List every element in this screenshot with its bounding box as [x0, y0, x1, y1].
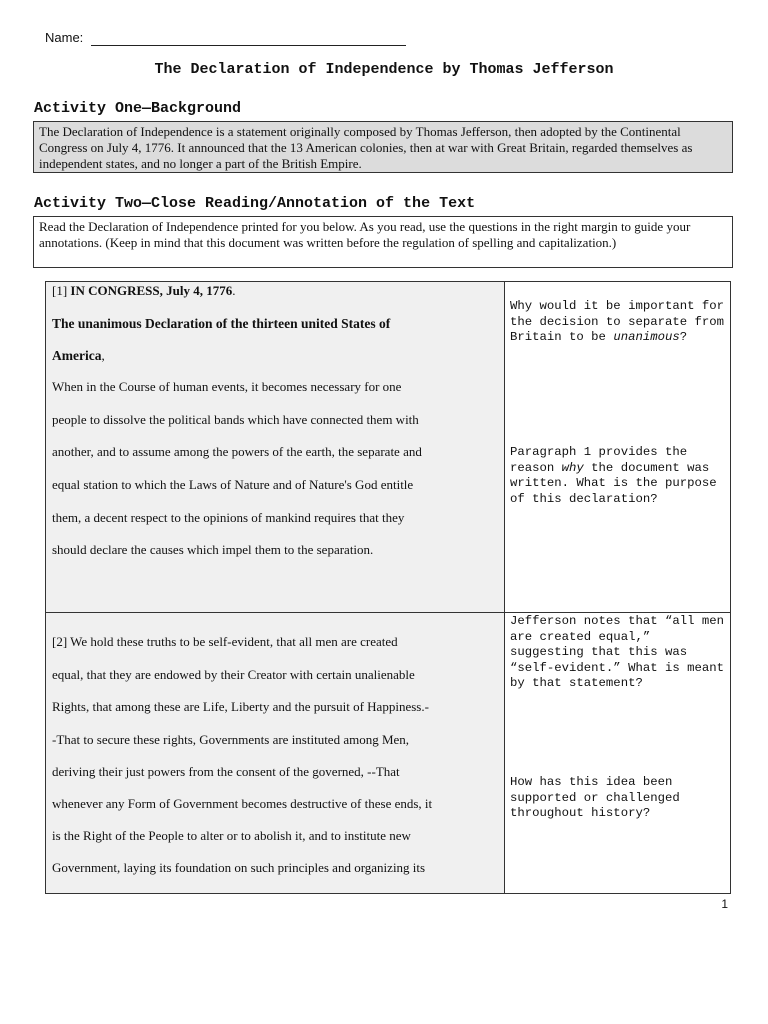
- section-1-heading-period: .: [232, 283, 236, 298]
- section-1-line-1: When in the Course of human events, it becomes necessary for one: [52, 379, 402, 394]
- section-1-question-1: [510, 299, 726, 346]
- section-2-question-2: How has this idea been supported or challenged throughout history?: [510, 775, 680, 820]
- section-1-question-1-emph: unanimous: [613, 330, 680, 344]
- question-cell-section-2: [505, 612, 730, 893]
- section-1-question-2-end: the document was written. What is the purpose of this declaration?: [510, 460, 717, 506]
- annotation-table: [45, 281, 731, 894]
- section-2-line-5: deriving their just powers from the consent of the governed, --That: [52, 764, 400, 779]
- section-2-line-6: whenever any Form of Government becomes destructive of these ends, it: [52, 796, 433, 811]
- section-1-heading-bold: IN CONGRESS, July 4, 1776: [70, 283, 233, 298]
- section-1-line-2: people to dissolve the political bands which have connected them with: [52, 412, 419, 427]
- section-2-line-4: -That to secure these rights, Governments are instituted among Men,: [52, 732, 410, 747]
- section-2-line-3: Rights, that among these are Life, Liberty and the pursuit of Happiness.-: [52, 699, 429, 714]
- section-1-subheading-line-1: The unanimous Declaration of the thirteen united States of: [52, 316, 391, 331]
- instructions-text: Read the Declaration of Independence printed for you below. As you read, use the questions in the right margin to guide your annotations. (Keep in mind that this document was written before the regulation of spelling and capitalization.): [39, 219, 691, 250]
- section-1-line-5: them, a decent respect to the opinions of mankind requires that they: [52, 510, 405, 525]
- section-1-question-2: [510, 445, 726, 507]
- question-cell-section-1: [505, 282, 730, 612]
- background-text: The Declaration of Independence is a statement originally composed by Thomas Jefferson, then adopted by the Continental Congress on July 4, 1776. It announced that the 13 American colonies, then at war with Great Britain, regarded themselves as independent states, and no longer a part of the British Empire.: [39, 124, 693, 171]
- section-2-line-7: is the Right of the People to alter or to abolish it, and to institute new: [52, 828, 411, 843]
- section-1-subheading-line-2: [52, 348, 105, 364]
- document-title: The Declaration of Independence by Thomas Jefferson: [154, 61, 614, 78]
- section-1-question-2-start: Paragraph 1 provides the reason: [510, 445, 688, 475]
- section-2-question-1: Jefferson notes that “all men are created equal,” suggesting that this was “self-evident.” What is meant by that statement?: [510, 614, 725, 690]
- page-number: 1: [721, 897, 728, 911]
- section-1-line-3: another, and to assume among the powers of the earth, the separate and: [52, 444, 422, 459]
- section-2-line-8: Government, laying its foundation on such principles and organizing its: [52, 860, 426, 875]
- section-1-question-1-start: Why would it be important for the decision to separate from Britain to be: [510, 299, 725, 344]
- section-1-question-2-emph: why: [561, 460, 584, 475]
- section-1-question-1-end: ?: [679, 330, 688, 344]
- section-1-line-6: should declare the causes which impel them to the separation.: [52, 542, 374, 557]
- name-label: Name:: [45, 30, 84, 45]
- text-cell-section-1: [46, 282, 505, 612]
- section-1-subheading-comma: ,: [101, 348, 105, 363]
- instructions-box: [33, 216, 733, 268]
- section-2-line-2: equal, that they are endowed by their Creator with certain unalienable: [52, 667, 415, 682]
- text-cell-section-2: [46, 612, 505, 893]
- name-field[interactable]: [91, 45, 406, 46]
- section-1-heading: [52, 283, 235, 299]
- activity-one-heading: Activity One—Background: [34, 100, 242, 117]
- section-1-subheading-bold: America: [52, 348, 102, 363]
- section-1-number: [1]: [52, 283, 71, 298]
- section-1-line-4: equal station to which the Laws of Nature and of Nature's God entitle: [52, 477, 414, 492]
- background-box: [33, 121, 733, 173]
- activity-two-heading: Activity Two—Close Reading/Annotation of the Text: [34, 195, 476, 212]
- section-2-line-1: [2] We hold these truths to be self-evident, that all men are created: [52, 634, 398, 649]
